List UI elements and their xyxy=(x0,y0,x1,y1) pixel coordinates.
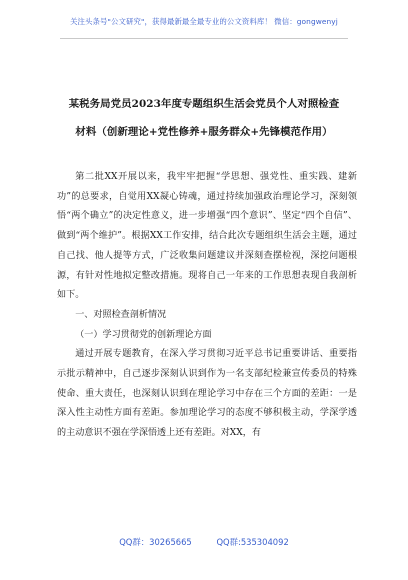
document-title-line2: 材料（创新理论+党性修养+服务群众+先锋模范作用） xyxy=(75,126,333,138)
section-heading: 一、对照检查剖析情况 xyxy=(75,309,167,320)
footer-contacts xyxy=(0,536,408,548)
document-body xyxy=(57,168,357,444)
body-paragraph: 第二批XX开展以来，我牢牢把握“学思想、强党性、重实践、建新功”的总要求，自觉用XX凝心铸魂，通过持续加强政治理论学习，深刻领悟“两个确立”的决定性意义，进一步增强“四个意识”、坚定“四个自信”、做到“两个维护”。根据XX工作安排，结合此次专题组织生活会主题，通过自己找、他人提等方式，广泛收集问题建议并深刻查摆检视，深挖问题根源，有针对性地拟定整改措施。现将自己一年来的工作思想表现自我剖析如下。 xyxy=(57,172,357,301)
footer-qq-group-1: QQ群：30265665 xyxy=(119,537,192,547)
footer-qq-group-2: QQ群:535304092 xyxy=(216,537,289,547)
body-paragraph: 通过开展专题教育，在深入学习贯彻习近平总书记重要讲话、重要指示批示精神中，自己逐步深刻认识到作为一名支部纪检兼宣传委员的特殊使命、重大责任，也深刻认识到在理论学习中存在三个方面的差距：一是深入性主动性方面有差距。参加理论学习的态度不够积极主动，学深学透的主动意识不强在学深悟透上还有差距。对XX，有 xyxy=(57,349,357,439)
header-note: 关注头条号"公文研究"，获得最新最全最专业的公文资料库！ 微信：gongwenyj xyxy=(70,17,338,26)
subsection-heading: （一）学习贯彻党的创新理论方面 xyxy=(75,329,212,340)
header-divider xyxy=(60,38,348,39)
document-title-line1: 某税务局党员2023年度专题组织生活会党员个人对照检查 xyxy=(68,98,340,110)
